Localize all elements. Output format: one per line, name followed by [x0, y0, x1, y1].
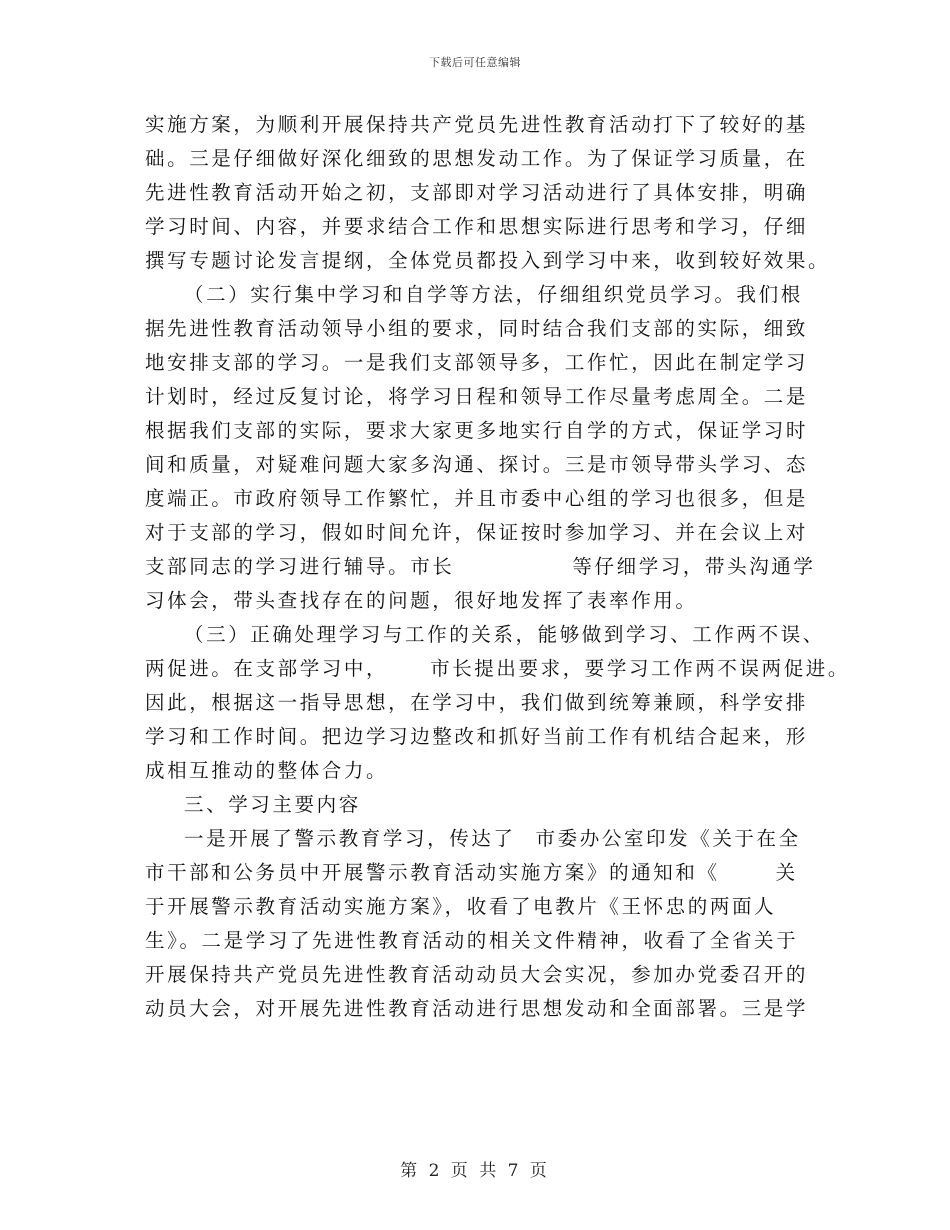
- text-segment: 市长提出要求，要学习工作两不误两促进。: [430, 657, 851, 680]
- text-line: 学习和工作时间。把边学习边整改和抓好当前工作有机结合起来，形: [145, 725, 809, 748]
- text-line: 于开展警示教育活动实施方案》，收看了电教片《王怀忠的两面人: [145, 895, 777, 918]
- text-segment: 关: [775, 861, 798, 884]
- section-heading: 三、学习主要内容: [184, 793, 361, 816]
- paragraph-start-line: （三）正确处理学习与工作的关系，能够做到学习、工作两不误、: [184, 623, 825, 646]
- text-segment: 市委办公室印发《关于在全: [535, 827, 801, 850]
- text-line: 计划时，经过反复讨论，将学习日程和领导工作尽量考虑周全。二是: [145, 385, 809, 408]
- text-segment: 两促进。在支部学习中，: [145, 657, 389, 680]
- text-line: 础。三是仔细做好深化细致的思想发动工作。为了保证学习质量，在: [145, 147, 809, 170]
- text-line: [145, 856, 845, 890]
- text-segment: 一是开展了警示教育学习，传达了: [184, 827, 516, 850]
- text-line: [145, 550, 845, 584]
- text-line: 动员大会，对开展先进性教育活动进行思想发动和全面部署。三是学: [145, 997, 809, 1020]
- text-segment: 支部同志的学习进行辅导。市长: [145, 555, 455, 578]
- text-line: 地安排支部的学习。一是我们支部领导多，工作忙，因此在制定学习: [145, 351, 809, 374]
- text-line: 度端正。市政府领导工作繁忙，并且市委中心组的学习也很多，但是: [145, 487, 809, 510]
- text-line: 撰写专题讨论发言提纲，全体党员都投入到学习中来，收到较好效果。: [145, 249, 831, 272]
- text-line: 据先进性教育活动领导小组的要求，同时结合我们支部的实际，细致: [145, 317, 809, 340]
- text-line: 习体会，带头查找存在的问题，很好地发挥了表率作用。: [145, 589, 698, 612]
- text-segment: 等仔细学习，带头沟通学: [572, 555, 816, 578]
- text-line: 对于支部的学习，假如时间允许，保证按时参加学习、并在会议上对: [145, 521, 809, 544]
- text-line: 生》。二是学习了先进性教育活动的相关文件精神，收看了全省关于: [145, 929, 799, 952]
- text-line: 先进性教育活动开始之初，支部即对学习活动进行了具体安排，明确: [145, 181, 809, 204]
- text-line: 实施方案，为顺利开展保持共产党员先进性教育活动打下了较好的基: [145, 113, 809, 136]
- text-line: 开展保持共产党员先进性教育活动动员大会实况，参加办党委召开的: [145, 963, 809, 986]
- text-line: 根据我们支部的实际，要求大家更多地实行自学的方式，保证学习时: [145, 419, 809, 442]
- paragraph-start-line: （二）实行集中学习和自学等方法，仔细组织党员学习。我们根: [184, 283, 803, 306]
- text-line: 学习时间、内容，并要求结合工作和思想实际进行思考和学习，仔细: [145, 215, 809, 238]
- text-line: 间和质量，对疑难问题大家多沟通、探讨。三是市领导带头学习、态: [145, 453, 809, 476]
- document-body: [145, 108, 851, 1026]
- page-header: 下载后可任意编辑: [429, 56, 521, 69]
- text-line: [145, 652, 851, 686]
- page-footer: 第 2 页 共 7 页: [400, 1161, 550, 1181]
- text-segment: 市干部和公务员中开展警示教育活动实施方案》的通知和《: [145, 861, 720, 884]
- text-line: 因此，根据这一指导思想，在学习中，我们做到统筹兼顾，科学安排: [145, 691, 809, 714]
- text-line: 成相互推动的整体合力。: [145, 759, 389, 782]
- paragraph-start-line: [145, 822, 845, 856]
